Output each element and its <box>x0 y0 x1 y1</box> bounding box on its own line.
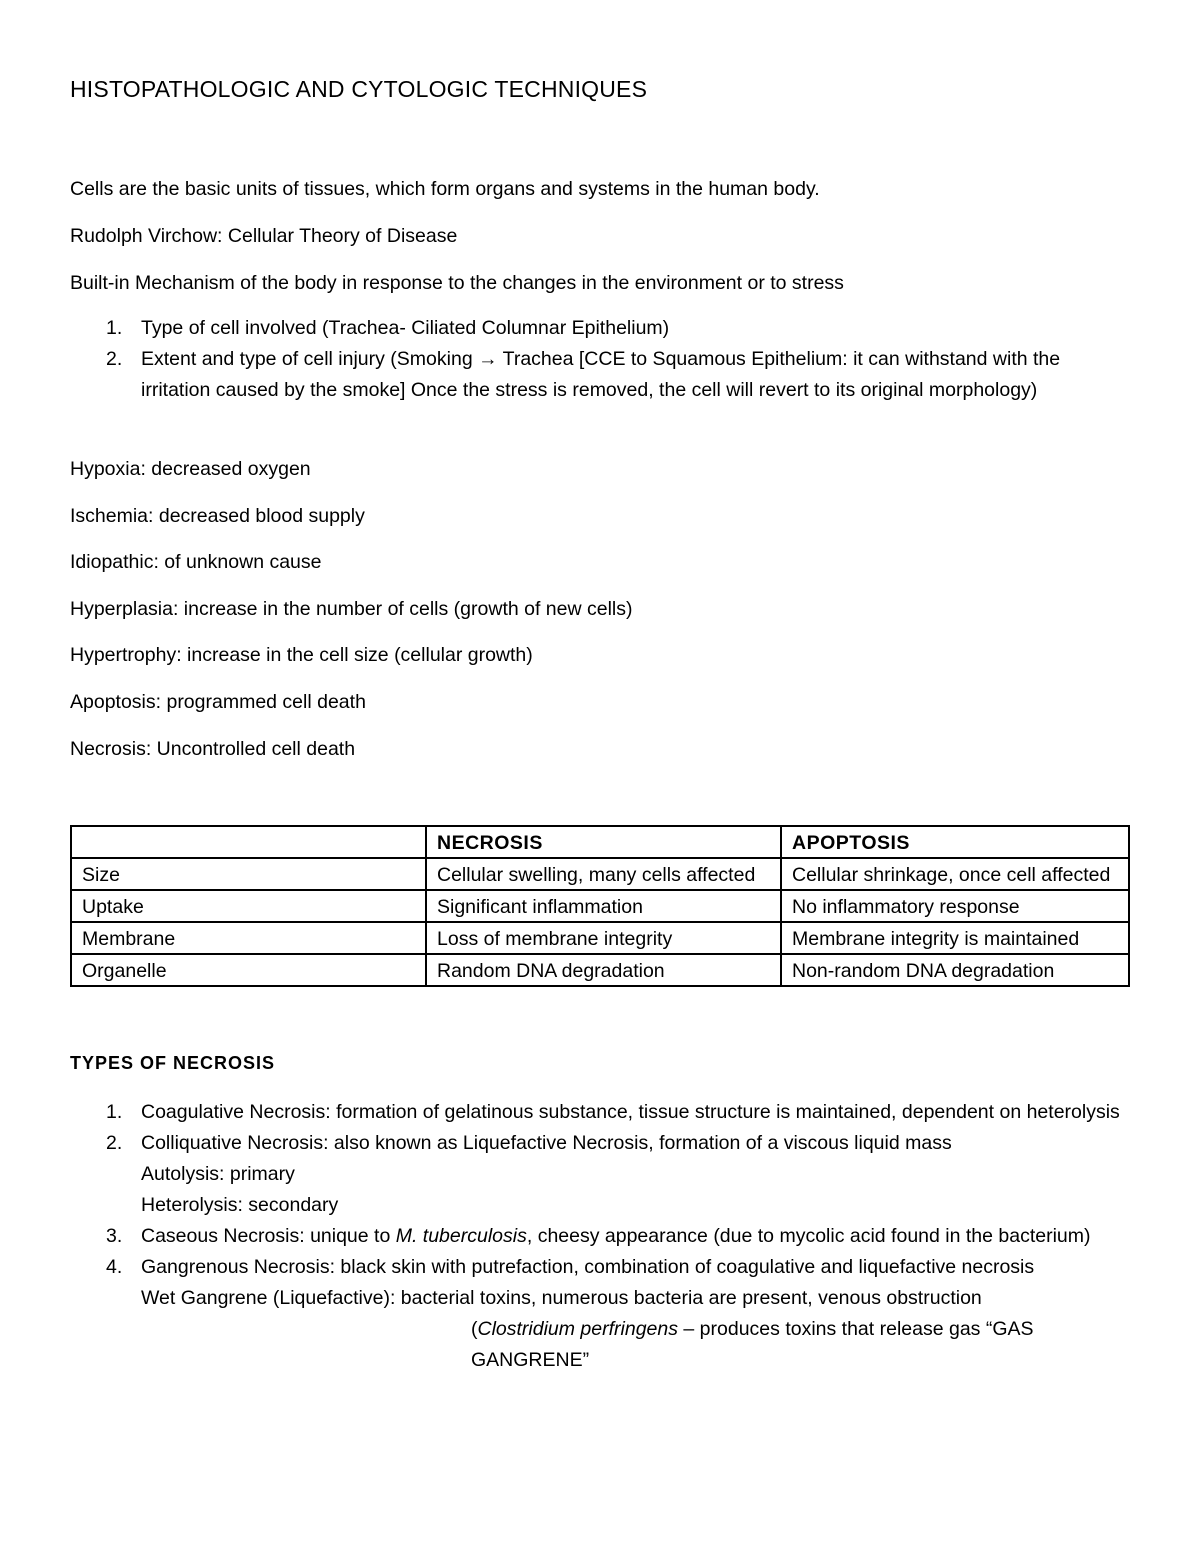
list-item <box>70 1097 1132 1128</box>
comparison-table <box>70 825 1130 987</box>
intro-paragraph: Cells are the basic units of tissues, which form organs and systems in the human body. <box>70 178 820 200</box>
list-text: Colliquative Necrosis: also known as Liquefactive Necrosis, formation of a viscous liquid mass <box>141 1132 952 1154</box>
table-row <box>71 890 1129 922</box>
definition-necrosis: Necrosis: Uncontrolled cell death <box>70 738 356 760</box>
list-number: 1. <box>106 1101 123 1123</box>
table-cell: Non-random DNA degradation <box>781 954 1129 986</box>
mechanism-list <box>70 313 1132 406</box>
table-cell: Significant inflammation <box>426 890 781 922</box>
list-subline: Wet Gangrene (Liquefactive): bacterial toxins, numerous bacteria are present, venous obstruction <box>141 1287 982 1309</box>
section-heading: TYPES OF NECROSIS <box>70 1053 276 1073</box>
table-row <box>71 954 1129 986</box>
table-cell: Cellular shrinkage, once cell affected <box>781 858 1129 890</box>
definition-hypoxia: Hypoxia: decreased oxygen <box>70 458 311 480</box>
organism-name: M. tuberculosis <box>395 1225 527 1247</box>
table-cell: Random DNA degradation <box>426 954 781 986</box>
table-cell: Size <box>71 858 426 890</box>
list-item <box>70 313 1132 344</box>
text-segment: – produces toxins that release gas “GAS GANGRENE” <box>471 1318 1034 1371</box>
document-title: HISTOPATHOLOGIC AND CYTOLOGIC TECHNIQUES <box>70 76 648 102</box>
table-header-cell: NECROSIS <box>426 826 781 858</box>
text-segment: Caseous Necrosis: unique to <box>141 1225 396 1247</box>
list-item <box>70 344 1132 406</box>
list-item <box>70 1221 1132 1252</box>
table-cell: Organelle <box>71 954 426 986</box>
mechanism-paragraph: Built-in Mechanism of the body in response to the changes in the environment or to stress <box>70 272 844 294</box>
list-subline: Autolysis: primary <box>141 1163 295 1185</box>
table-row <box>71 922 1129 954</box>
virchow-paragraph: Rudolph Virchow: Cellular Theory of Disease <box>70 225 458 247</box>
list-number: 3. <box>106 1225 123 1247</box>
list-number: 4. <box>106 1256 123 1278</box>
list-number: 1. <box>106 317 123 339</box>
table-cell: No inflammatory response <box>781 890 1129 922</box>
table-cell: Membrane integrity is maintained <box>781 922 1129 954</box>
list-note <box>141 1314 1132 1376</box>
text-segment: , cheesy appearance (due to mycolic acid found in the bacterium) <box>526 1225 1091 1247</box>
table-cell: Loss of membrane integrity <box>426 922 781 954</box>
list-text: Extent and type of cell injury (Smoking → Trachea [CCE to Squamous Epithelium: it can withstand with the irritation caused by the smoke] Once the stress is removed, the cell will revert to its original morphology) <box>141 348 1061 401</box>
list-text: Coagulative Necrosis: formation of gelatinous substance, tissue structure is maintained, dependent on heterolysis <box>141 1101 1120 1123</box>
table-cell: Cellular swelling, many cells affected <box>426 858 781 890</box>
list-text: Gangrenous Necrosis: black skin with putrefaction, combination of coagulative and liquefactive necrosis <box>141 1256 1035 1278</box>
necrosis-types-list <box>70 1097 1132 1376</box>
list-number: 2. <box>106 1132 123 1154</box>
table-row <box>71 858 1129 890</box>
list-text <box>141 1221 1132 1252</box>
table-header-row <box>71 826 1129 858</box>
text-segment: ( <box>471 1318 478 1340</box>
table-cell: Membrane <box>71 922 426 954</box>
table-header-cell <box>71 826 426 858</box>
list-text: Type of cell involved (Trachea- Ciliated Columnar Epithelium) <box>141 317 670 339</box>
definition-idiopathic: Idiopathic: of unknown cause <box>70 551 322 573</box>
definition-hyperplasia: Hyperplasia: increase in the number of cells (growth of new cells) <box>70 598 633 620</box>
list-item <box>70 1128 1132 1221</box>
list-subline: Heterolysis: secondary <box>141 1194 339 1216</box>
table-cell: Uptake <box>71 890 426 922</box>
definition-hypertrophy: Hypertrophy: increase in the cell size (cellular growth) <box>70 644 533 666</box>
table-header-cell: APOPTOSIS <box>781 826 1129 858</box>
list-item <box>70 1252 1132 1376</box>
organism-name: Clostridium perfringens <box>477 1318 678 1340</box>
definition-ischemia: Ischemia: decreased blood supply <box>70 505 365 527</box>
list-number: 2. <box>106 348 123 370</box>
definition-apoptosis: Apoptosis: programmed cell death <box>70 691 366 713</box>
